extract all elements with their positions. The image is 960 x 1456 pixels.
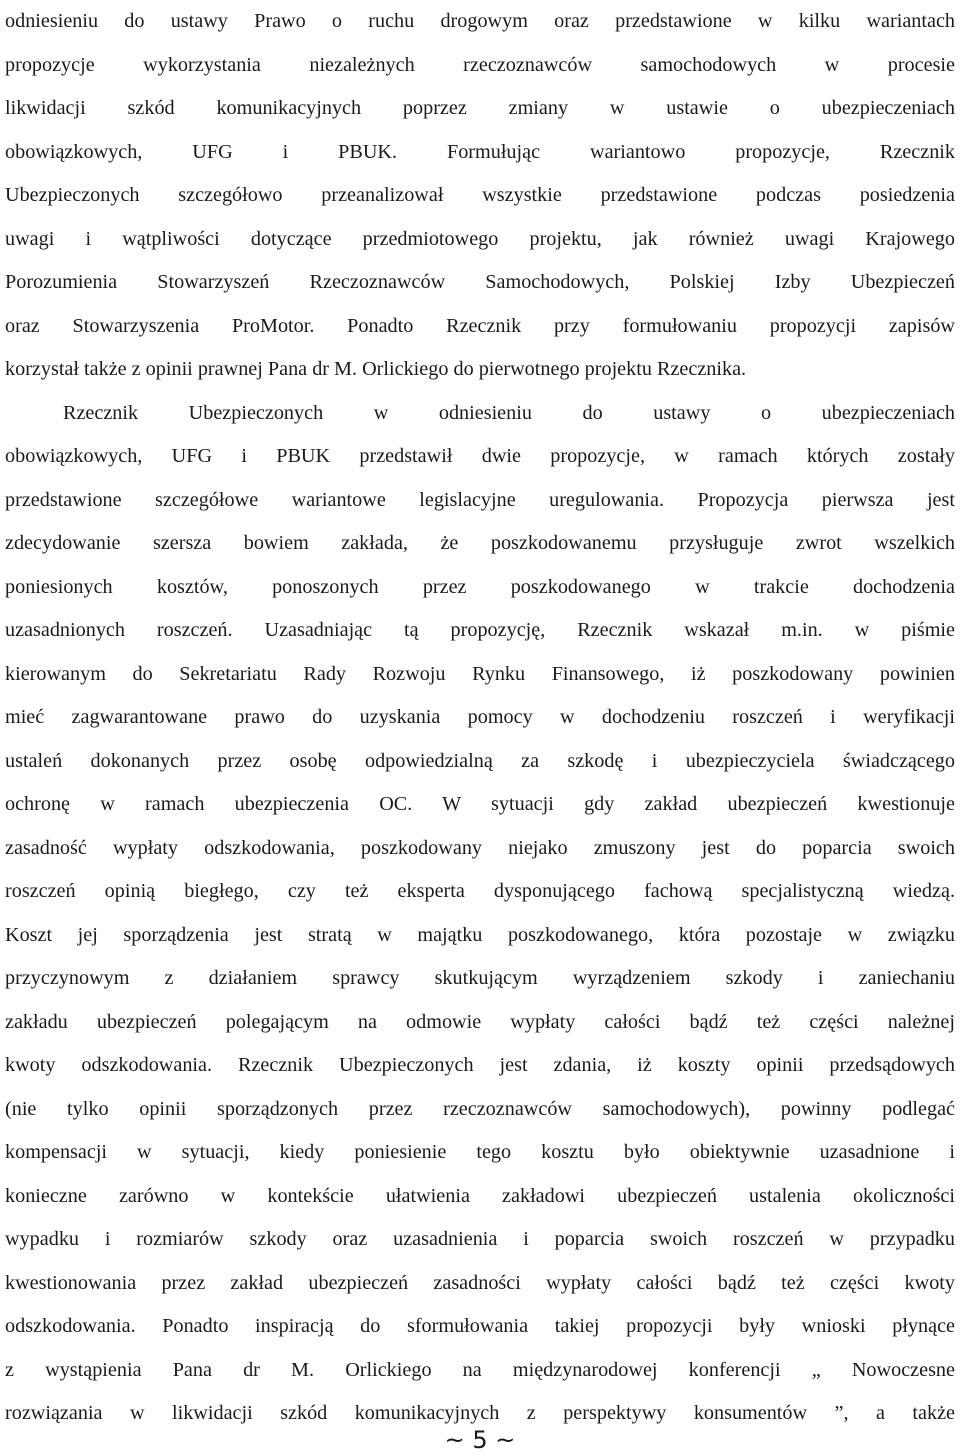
text-line: korzystał także z opinii prawnej Pana dr M. Orlickiego do pierwotnego projektu Rzecznika. xyxy=(5,358,747,380)
text-line: Porozumienia Stowarzyszeń Rzeczoznawców Samochodowych, Polskiej Izby Ubezpieczeń xyxy=(5,271,955,293)
text-line-indented: Rzecznik Ubezpieczonych w odniesieniu do ustawy o ubezpieczeniach xyxy=(63,401,955,424)
text-line: kierowanym do Sekretariatu Rady Rozwoju Rynku Finansowego, iż poszkodowany powinien xyxy=(5,662,955,685)
text-line: ustaleń dokonanych przez osobę odpowiedzialną za szkodę i ubezpieczyciela świadczącego xyxy=(5,749,955,772)
text-line: obowiązkowych, UFG i PBUK. Formułując wariantowo propozycje, Rzecznik xyxy=(5,140,955,163)
text-line: Koszt jej sporządzenia jest stratą w majątku poszkodowanego, która pozostaje w związku xyxy=(5,923,955,946)
text-line: przedstawione szczegółowe wariantowe legislacyjne uregulowania. Propozycja pierwsza jest xyxy=(5,488,955,511)
text-line: kompensacji w sytuacji, kiedy poniesienie tego kosztu było obiektywnie uzasadnione i xyxy=(5,1141,955,1163)
body-text xyxy=(5,0,955,1436)
text-line: wypadku i rozmiarów szkody oraz uzasadnienia i poparcia swoich roszczeń w przypadku xyxy=(5,1228,955,1250)
text-line: odszkodowania. Ponadto inspiracją do sformułowania takiej propozycji były wnioski płynące xyxy=(5,1315,955,1337)
text-line: oraz Stowarzyszenia ProMotor. Ponadto Rzecznik przy formułowaniu propozycji zapisów xyxy=(5,314,955,337)
text-line: Ubezpieczonych szczegółowo przeanalizował wszystkie przedstawione podczas posiedzenia xyxy=(5,184,955,206)
text-line: roszczeń opinią biegłego, czy też eksperta dysponującego fachową specjalistyczną wiedzą. xyxy=(5,880,955,902)
text-line: zasadność wypłaty odszkodowania, poszkodowany niejako zmuszony jest do poparcia swoich xyxy=(5,836,955,859)
text-line: kwoty odszkodowania. Rzecznik Ubezpieczonych jest zdania, iż koszty opinii przedsądowych xyxy=(5,1054,955,1076)
text-line: propozycje wykorzystania niezależnych rzeczoznawców samochodowych w procesie xyxy=(5,53,955,76)
text-line: mieć zagwarantowane prawo do uzyskania pomocy w dochodzeniu roszczeń i weryfikacji xyxy=(5,706,955,728)
text-line: likwidacji szkód komunikacyjnych poprzez zmiany w ustawie o ubezpieczeniach xyxy=(5,97,955,119)
text-line: z wystąpienia Pana dr M. Orlickiego na międzynarodowej konferencji „ Nowoczesne xyxy=(5,1358,955,1381)
page-number: ~ 5 ~ xyxy=(444,1426,516,1454)
text-line: obowiązkowych, UFG i PBUK przedstawił dwie propozycje, w ramach których zostały xyxy=(5,445,955,467)
text-line: poniesionych kosztów, ponoszonych przez poszkodowanego w trakcie dochodzenia xyxy=(5,575,955,598)
text-line: zakładu ubezpieczeń polegającym na odmowie wypłaty całości bądź też części należnej xyxy=(5,1010,955,1033)
text-line: zdecydowanie szersza bowiem zakłada, że poszkodowanemu przysługuje zwrot wszelkich xyxy=(5,532,955,554)
text-line: (nie tylko opinii sporządzonych przez rzeczoznawców samochodowych), powinny podlegać xyxy=(5,1097,955,1120)
text-line: kwestionowania przez zakład ubezpieczeń zasadności wypłaty całości bądź też części kwoty xyxy=(5,1271,955,1294)
text-line: przyczynowym z działaniem sprawcy skutkującym wyrządzeniem szkody i zaniechaniu xyxy=(5,967,955,989)
text-line: odniesieniu do ustawy Prawo o ruchu drogowym oraz przedstawione w kilku wariantach xyxy=(5,10,955,32)
text-line: ochronę w ramach ubezpieczenia OC. W sytuacji gdy zakład ubezpieczeń kwestionuje xyxy=(5,793,955,815)
text-line: uwagi i wątpliwości dotyczące przedmiotowego projektu, jak również uwagi Krajowego xyxy=(5,227,955,250)
text-line: konieczne zarówno w kontekście ułatwienia zakładowi ubezpieczeń ustalenia okoliczności xyxy=(5,1184,955,1207)
text-line: uzasadnionych roszczeń. Uzasadniając tą propozycję, Rzecznik wskazał m.in. w piśmie xyxy=(5,619,955,641)
text-line: rozwiązania w likwidacji szkód komunikacyjnych z perspektywy konsumentów ”, a także xyxy=(5,1402,955,1424)
document-page xyxy=(5,0,955,1436)
